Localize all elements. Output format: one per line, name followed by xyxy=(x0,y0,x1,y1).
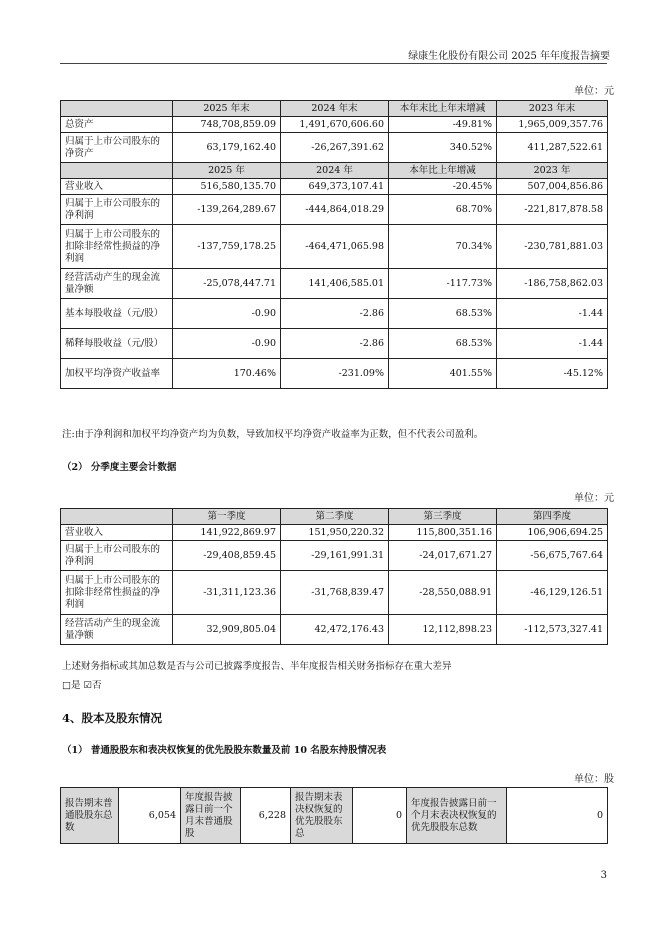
value-cell: 0 xyxy=(353,788,407,844)
table-row xyxy=(61,179,608,195)
header-cell xyxy=(61,101,173,117)
value-cell: 151,950,220.32 xyxy=(281,525,389,541)
header-cell: 第一季度 xyxy=(173,509,281,525)
value-cell: 68.53% xyxy=(389,299,497,329)
value-cell: 68.53% xyxy=(389,329,497,359)
value-cell: -139,264,289.67 xyxy=(173,195,281,225)
shareholder-table-title: （1） 普通股股东和表决权恢复的优先股股东数量及前 10 名股东持股情况表 xyxy=(62,745,387,756)
header-cell: 2023 年 xyxy=(497,163,608,179)
value-cell: -112,573,327.41 xyxy=(497,615,608,645)
yes-no-checkbox-line: □是 ☑否 xyxy=(62,680,102,691)
value-cell: 70.34% xyxy=(389,225,497,269)
row-label: 归属于上市公司股东的净资产 xyxy=(61,133,173,163)
value-cell: -25,078,447.71 xyxy=(173,269,281,299)
value-cell: -444,864,018.29 xyxy=(281,195,389,225)
share-capital-section-title: 4、股本及股东情况 xyxy=(62,711,163,725)
value-cell: -29,161,991.31 xyxy=(281,541,389,571)
value-cell: -186,758,862.03 xyxy=(497,269,608,299)
value-cell: 1,491,670,606.60 xyxy=(281,117,389,133)
value-cell: 170.46% xyxy=(173,359,281,389)
unit-label-yuan: 单位：元 xyxy=(574,86,614,97)
header-divider xyxy=(60,63,607,64)
value-cell: 411,287,522.61 xyxy=(497,133,608,163)
table-row xyxy=(61,329,608,359)
unit-label-yuan-2: 单位：元 xyxy=(574,493,614,504)
value-cell: 12,112,898.23 xyxy=(389,615,497,645)
value-cell: 115,800,351.16 xyxy=(389,525,497,541)
value-cell: 1,965,009,357.76 xyxy=(497,117,608,133)
value-cell: 340.52% xyxy=(389,133,497,163)
table-header-row xyxy=(61,509,608,525)
page-number: 3 xyxy=(600,870,607,881)
row-label: 稀释每股收益（元/股） xyxy=(61,329,173,359)
header-cell: 本年末比上年末增减 xyxy=(389,101,497,117)
label-cell: 报告期末普通股股东总数 xyxy=(61,788,119,844)
value-cell: -20.45% xyxy=(389,179,497,195)
table-row xyxy=(61,359,608,389)
table-row xyxy=(61,615,608,645)
table-row xyxy=(61,525,608,541)
row-label: 营业收入 xyxy=(61,179,173,195)
value-cell: 68.70% xyxy=(389,195,497,225)
value-cell: 42,472,176.43 xyxy=(281,615,389,645)
quarterly-data-table xyxy=(60,508,608,645)
value-cell: 0 xyxy=(507,788,608,844)
row-label: 经营活动产生的现金流量净额 xyxy=(61,269,173,299)
value-cell: -31,768,839.47 xyxy=(281,571,389,615)
value-cell: -28,550,088.91 xyxy=(389,571,497,615)
value-cell: -31,311,123.36 xyxy=(173,571,281,615)
value-cell: 63,179,162.40 xyxy=(173,133,281,163)
row-label: 总资产 xyxy=(61,117,173,133)
row-label: 基本每股收益（元/股） xyxy=(61,299,173,329)
value-cell: -2.86 xyxy=(281,299,389,329)
table-header-row xyxy=(61,163,608,179)
header-cell: 2023 年末 xyxy=(497,101,608,117)
value-cell: -56,675,767.64 xyxy=(497,541,608,571)
value-cell: -49.81% xyxy=(389,117,497,133)
header-cell: 第三季度 xyxy=(389,509,497,525)
label-cell: 报告期末表决权恢复的优先股股东总 xyxy=(291,788,353,844)
table-row xyxy=(61,541,608,571)
header-cell: 第二季度 xyxy=(281,509,389,525)
unit-label-shares: 单位：股 xyxy=(574,774,614,785)
value-cell: -29,408,859.45 xyxy=(173,541,281,571)
value-cell: 32,909,805.04 xyxy=(173,615,281,645)
value-cell: -464,471,065.98 xyxy=(281,225,389,269)
row-label: 归属于上市公司股东的净利润 xyxy=(61,195,173,225)
value-cell: -1.44 xyxy=(497,329,608,359)
table-row xyxy=(61,225,608,269)
value-cell: -1.44 xyxy=(497,299,608,329)
row-label: 加权平均净资产收益率 xyxy=(61,359,173,389)
table-row xyxy=(61,299,608,329)
table-header-row xyxy=(61,101,608,117)
header-cell: 2025 年末 xyxy=(173,101,281,117)
value-cell: -26,267,391.62 xyxy=(281,133,389,163)
main-accounting-data-table xyxy=(60,100,608,389)
row-label: 经营活动产生的现金流量净额 xyxy=(61,615,173,645)
value-cell: -117.73% xyxy=(389,269,497,299)
value-cell: 106,906,694.25 xyxy=(497,525,608,541)
row-label: 归属于上市公司股东的扣除非经常性损益的净利润 xyxy=(61,571,173,615)
header-cell: 本年比上年增减 xyxy=(389,163,497,179)
value-cell: -230,781,881.03 xyxy=(497,225,608,269)
table-row xyxy=(61,571,608,615)
value-cell: -231.09% xyxy=(281,359,389,389)
label-cell: 年度报告披露日前一个月末表决权恢复的优先股股东总数 xyxy=(407,788,507,844)
quarterly-difference-question: 上述财务指标或其加总数是否与公司已披露季度报告、半年度报告相关财务指标存在重大差异 xyxy=(62,661,452,672)
value-cell: 141,922,869.97 xyxy=(173,525,281,541)
value-cell: 6,054 xyxy=(119,788,181,844)
header-cell xyxy=(61,163,173,179)
row-label: 归属于上市公司股东的净利润 xyxy=(61,541,173,571)
value-cell: -46,129,126.51 xyxy=(497,571,608,615)
table-row xyxy=(61,195,608,225)
value-cell: 141,406,585.01 xyxy=(281,269,389,299)
table-row xyxy=(61,133,608,163)
value-cell: 401.55% xyxy=(389,359,497,389)
row-label: 营业收入 xyxy=(61,525,173,541)
value-cell: -137,759,178.25 xyxy=(173,225,281,269)
value-cell: -2.86 xyxy=(281,329,389,359)
header-cell xyxy=(61,509,173,525)
header-cell: 2025 年 xyxy=(173,163,281,179)
table-row xyxy=(61,117,608,133)
table-row xyxy=(61,269,608,299)
row-label: 归属于上市公司股东的扣除非经常性损益的净利润 xyxy=(61,225,173,269)
header-cell: 2024 年末 xyxy=(281,101,389,117)
value-cell: 6,228 xyxy=(241,788,291,844)
value-cell: -24,017,671.27 xyxy=(389,541,497,571)
value-cell: -0.90 xyxy=(173,299,281,329)
quarterly-section-title: （2） 分季度主要会计数据 xyxy=(62,462,177,473)
header-cell: 2024 年 xyxy=(281,163,389,179)
value-cell: 507,004,856.86 xyxy=(497,179,608,195)
header-cell: 第四季度 xyxy=(497,509,608,525)
value-cell: -45.12% xyxy=(497,359,608,389)
value-cell: 516,580,135.70 xyxy=(173,179,281,195)
value-cell: -221,817,878.58 xyxy=(497,195,608,225)
shareholder-count-table xyxy=(60,787,608,844)
value-cell: 748,708,859.09 xyxy=(173,117,281,133)
value-cell: -0.90 xyxy=(173,329,281,359)
label-cell: 年度报告披露日前一个月末普通股股 xyxy=(181,788,241,844)
value-cell: 649,373,107.41 xyxy=(281,179,389,195)
report-header-title: 绿康生化股份有限公司 2025 年年度报告摘要 xyxy=(408,51,610,62)
table-row xyxy=(61,788,608,844)
roe-footnote: 注:由于净利润和加权平均净资产均为负数，导致加权平均净资产收益率为正数，但不代表公司盈利。 xyxy=(62,429,484,440)
